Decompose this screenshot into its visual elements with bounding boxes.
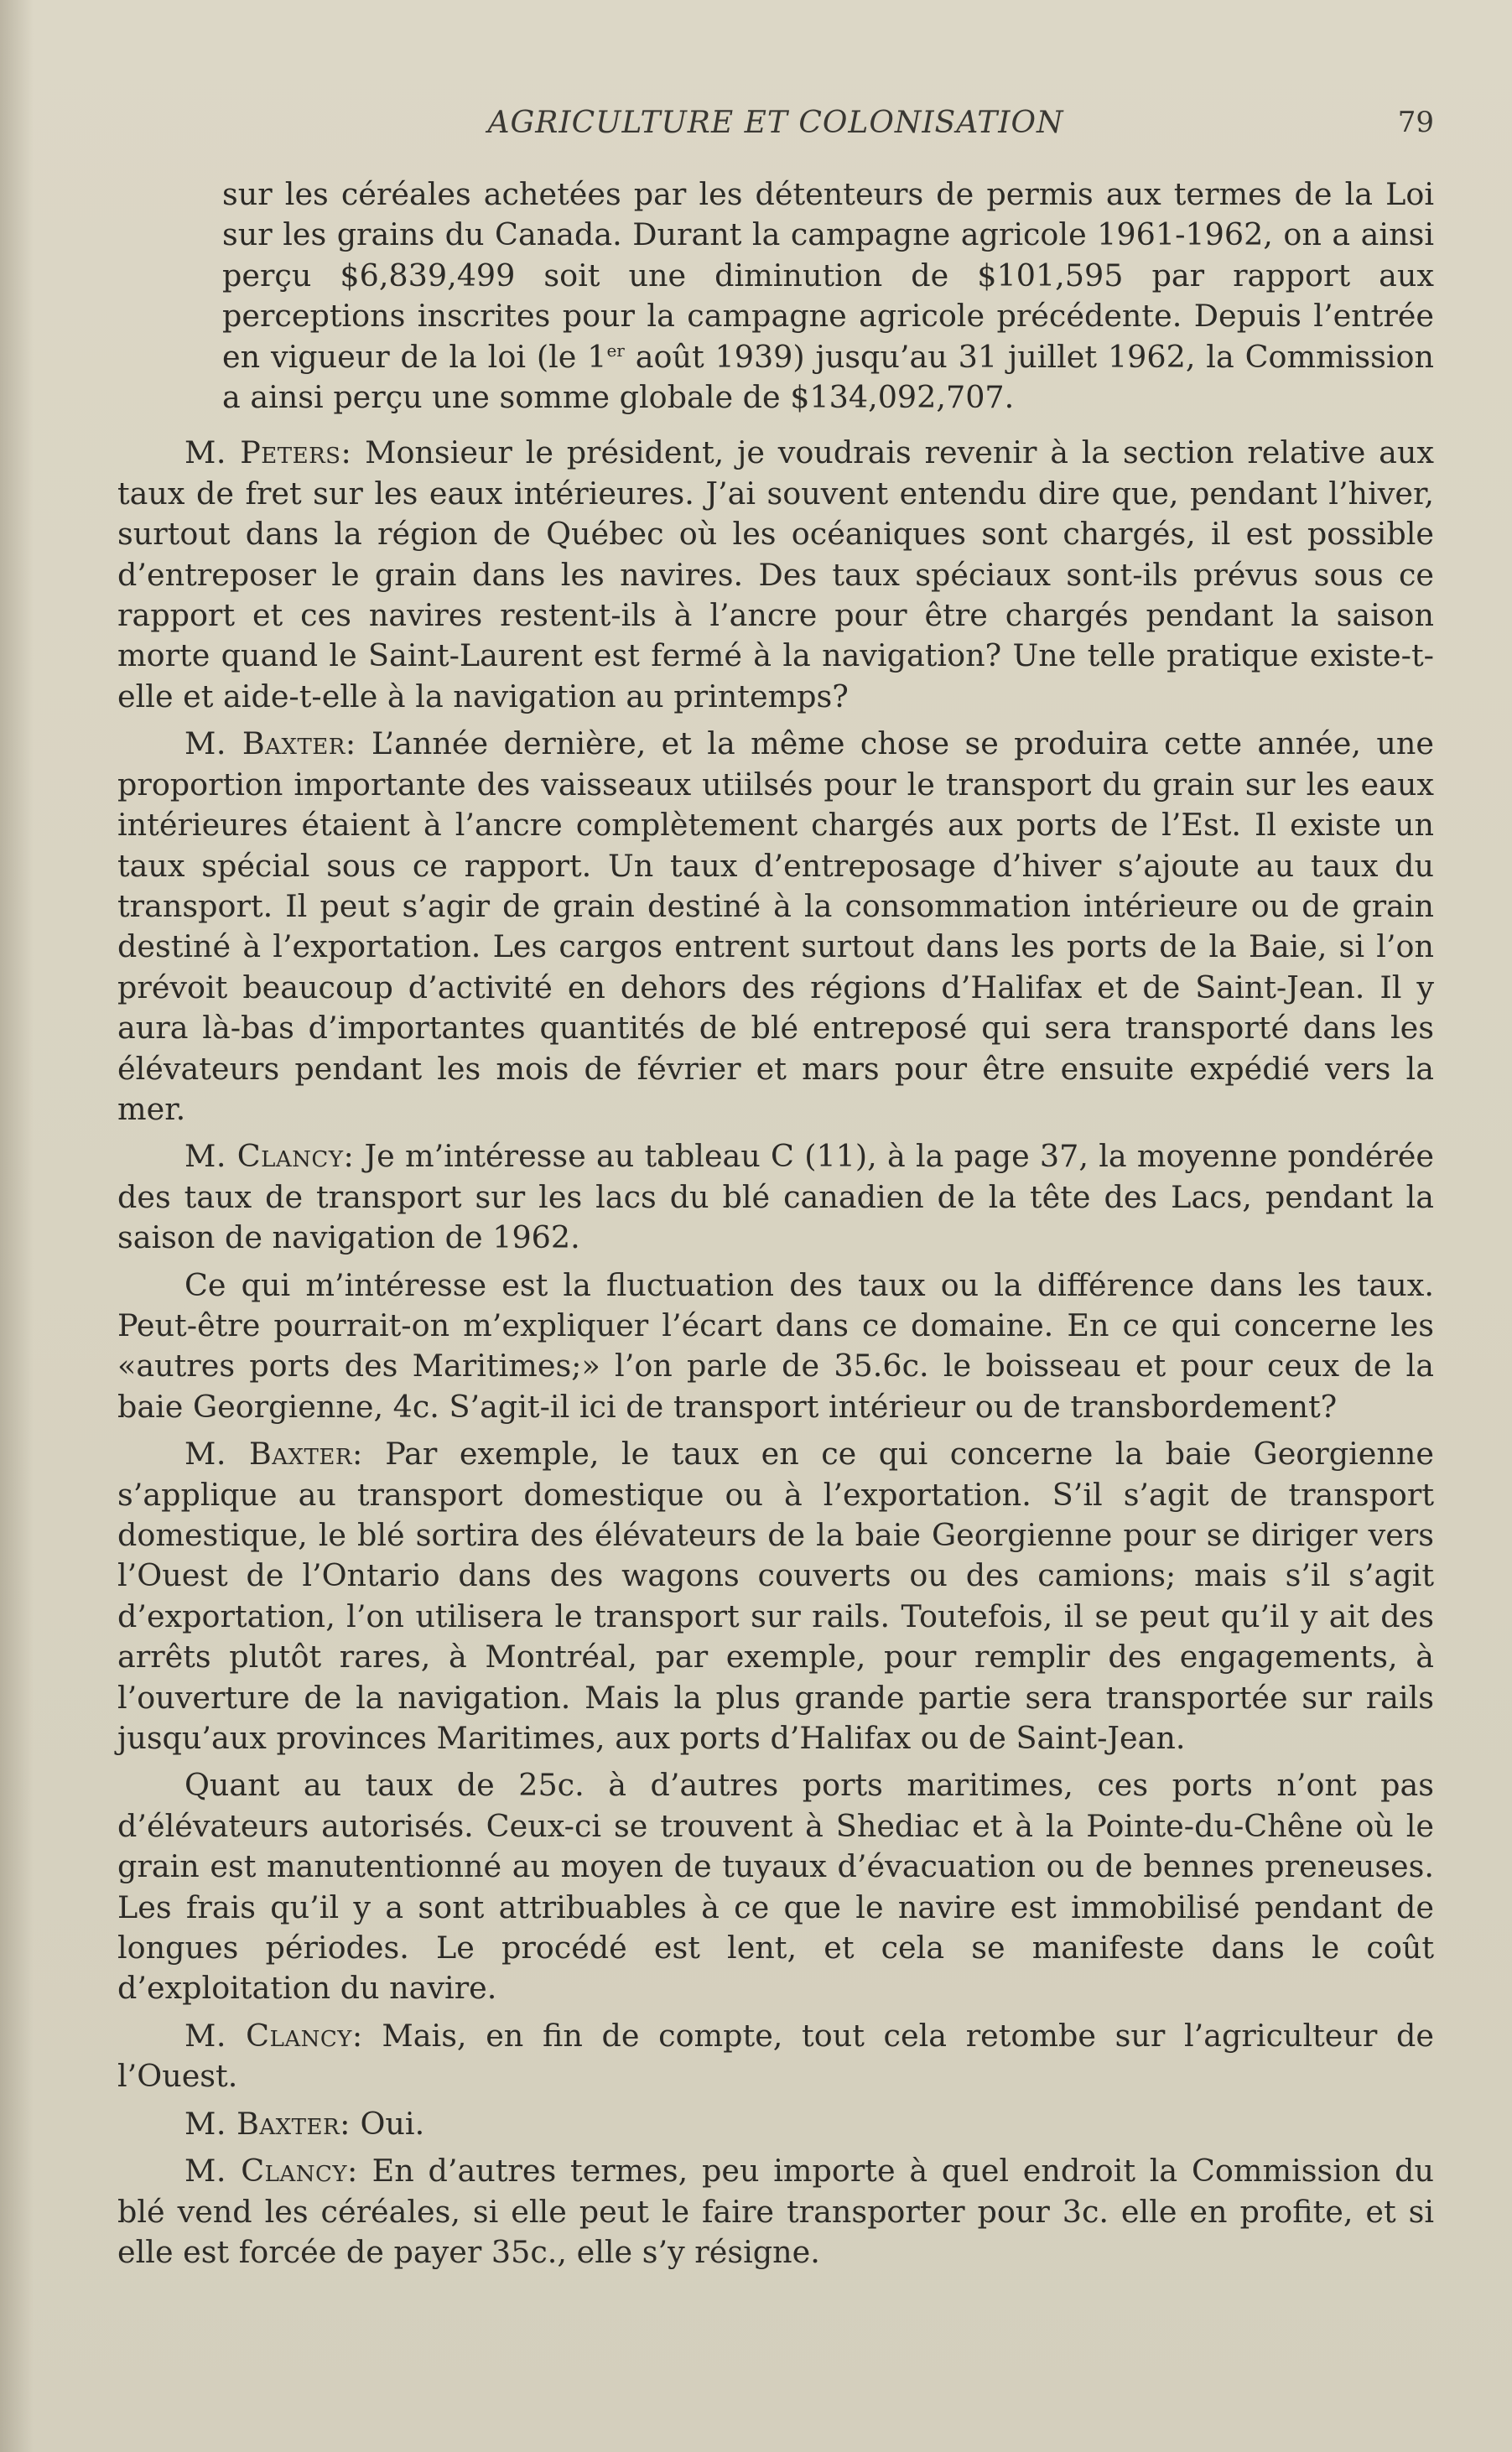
paragraph <box>117 433 1434 717</box>
running-title: AGRICULTURE ET COLONISATION <box>487 106 1064 140</box>
paragraph <box>117 1136 1434 1258</box>
paragraph-text: sur les céréales achetées par les détenteurs de permis aux termes de la Loi sur les grains du Canada. Durant la campagne agricole 1961-1962, on a ainsi perçu $6,839,499 soit une diminution de $101,595 par rapport aux perceptions inscrites pour la campagne agricole précédente. Depuis l’entrée en vigueur de la loi (le 1 <box>222 176 1434 375</box>
body-text <box>117 174 1434 2273</box>
paragraph-text: L’année dernière, et la même chose se produira cette année, une proportion importante des vaisseaux utiilsés pour le transport du grain sur les eaux intérieures étaient à l’ancre complètement chargés aux ports de l’Est. Il existe un taux spécial sous ce rapport. Un taux d’entreposage d’hiver s’ajoute au taux du transport. Il peut s’agir de grain destiné à la consommation intérieure ou de grain destiné à l’exportation. Les cargos entrent surtout dans les ports de la Baie, si l’on prévoit beaucoup d’activité en dehors des régions d’Halifax et de Saint-Jean. Il y aura là-bas d’importantes quantités de blé entreposé qui sera transporté dans les élévateurs pendant les mois de février et mars pour être ensuite expédié vers la mer. <box>117 725 1434 1127</box>
paragraph <box>117 2151 1434 2273</box>
paragraph-text: En d’autres termes, peu importe à quel endroit la Commission du blé vend les céréales, si elle peut le faire transporter pour 3c. elle en profite, et si elle est forcée de payer 35c., elle s’y résigne. <box>117 2153 1435 2270</box>
paragraph-text: Mais, en fin de compte, tout cela retombe sur l’agriculteur de l’Ouest. <box>117 2017 1434 2095</box>
paragraph-text: Je m’intéresse au tableau C (11), à la page 37, la moyenne pondérée des taux de transport sur les lacs du blé canadien de la tête des Lacs, pendant la saison de navigation de 1962. <box>117 1138 1434 1256</box>
paragraph <box>117 1265 1434 1428</box>
paragraph <box>117 724 1434 1130</box>
paragraph-text: Monsieur le président, je voudrais revenir à la section relative aux taux de fret sur les eaux intérieures. J’ai souvent entendu dire que, pendant l’hiver, surtout dans la région de Québec où les océaniques sont chargés, il est possible d’entreposer le grain dans les navires. Des taux spéciaux sont-ils prévus sous ce rapport et ces navires restent-ils à l’ancre pour être chargés pendant la saison morte quand le Saint-Laurent est fermé à la navigation? Une telle pratique existe-t-elle et aide-t-elle à la navigation au printemps? <box>117 434 1434 714</box>
speaker-name: M. Baxter: <box>184 725 356 762</box>
page-number: 79 <box>1397 106 1434 139</box>
paragraph <box>117 2104 1434 2144</box>
speaker-name: M. Clancy: <box>184 1138 355 1175</box>
paragraph <box>117 1765 1434 2008</box>
paragraph <box>117 2016 1434 2097</box>
speaker-name: M. Clancy: <box>184 2153 358 2190</box>
paragraph-text: août 1939) jusqu’au 31 juillet 1962, la Commission a ainsi perçu une somme globale de $134,092,707. <box>222 338 1435 416</box>
superscript: er <box>606 340 625 361</box>
page-header <box>117 106 1434 148</box>
speaker-name: M. Baxter: <box>184 2105 351 2142</box>
paragraph-text: Ce qui m’intéresse est la fluctuation des taux ou la différence dans les taux. Peut-être pourrait-on m’expliquer l’écart dans ce domaine. En ce qui concerne les «autres ports des Maritimes;» l’on parle de 35.6c. le boisseau et pour ceux de la baie Georgienne, 4c. S’agit-il ici de transport intérieur ou de transbordement? <box>117 1266 1434 1425</box>
speaker-name: M. Baxter: <box>184 1436 363 1473</box>
paragraph-text: Quant au taux de 25c. à d’autres ports maritimes, ces ports n’ont pas d’élévateurs autorisés. Ceux-ci se trouvent à Shediac et à la Pointe-du-Chêne où le grain est manutentionné au moyen de tuyaux d’évacuation ou de bennes preneuses. Les frais qu’il y a sont attribuables à ce que le navire est immobilisé pendant de longues périodes. Le procédé est lent, et cela se manifeste dans le coût d’exploitation du navire. <box>117 1767 1434 2007</box>
paragraph-text: Oui. <box>350 2105 425 2142</box>
speaker-name: M. Clancy: <box>184 2017 363 2054</box>
speaker-name: M. Peters: <box>184 434 352 471</box>
paragraph-text: Par exemple, le taux en ce qui concerne la baie Georgienne s’applique au transport domestique ou à l’exportation. S’il s’agit de transport domestique, le blé sortira des élévateurs de la baie Georgienne pour se diriger vers l’Ouest de l’Ontario dans des wagons couverts ou des camions; mais s’il s’agit d’exportation, l’on utilisera le transport sur rails. Toutefois, il se peut qu’il y ait des arrêts plutôt rares, à Montréal, par exemple, pour remplir des engagements, à l’ouverture de la navigation. Mais la plus grande partie sera transportée sur rails jusqu’aux provinces Maritimes, aux ports d’Halifax ou de Saint-Jean. <box>117 1436 1434 1757</box>
paragraph <box>117 1434 1434 1758</box>
paragraph-continuation <box>117 174 1434 418</box>
